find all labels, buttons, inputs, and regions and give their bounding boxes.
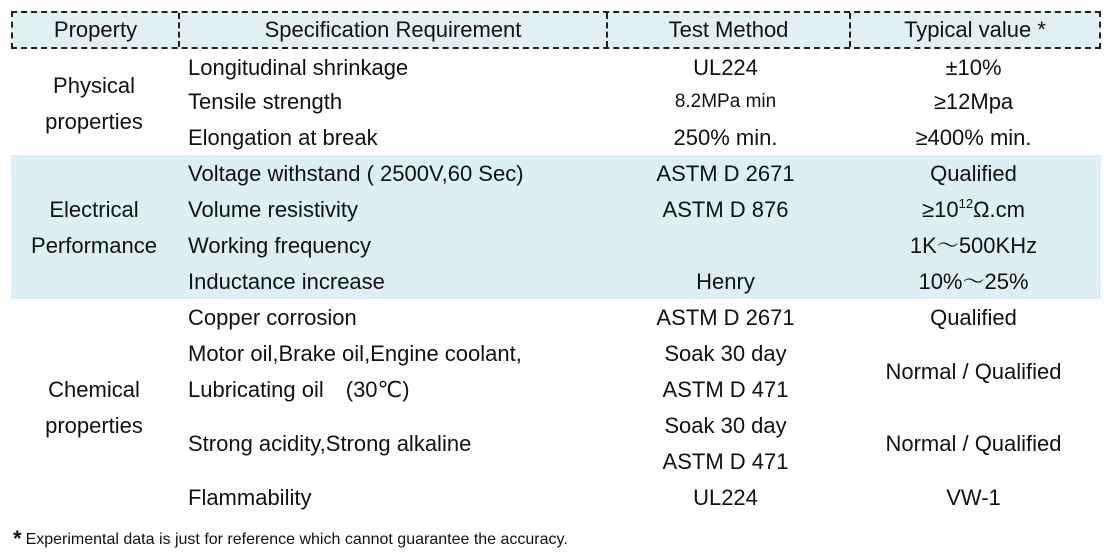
row3-typical: ≥400% min. xyxy=(915,125,1032,150)
row4-spec: Voltage withstand ( 2500V,60 Sec) xyxy=(188,161,524,186)
group-electrical-line1: Electrical xyxy=(49,197,139,222)
row8-spec: Copper corrosion xyxy=(188,305,357,330)
row10-method-line1: Soak 30 day xyxy=(664,413,787,438)
row7-typical: 10%～25% xyxy=(918,269,1029,294)
group-electrical-line2: Performance xyxy=(31,233,157,258)
row11-typical: VW-1 xyxy=(946,485,1001,510)
row7-spec: Inductance increase xyxy=(188,269,385,294)
group-physical-line2: properties xyxy=(45,109,143,134)
row1-typical: ±10% xyxy=(945,55,1002,80)
row5-typical xyxy=(848,192,1099,228)
row5-spec: Volume resistivity xyxy=(188,197,358,222)
row5-method: ASTM D 876 xyxy=(662,197,789,222)
row6-spec: Working frequency xyxy=(188,233,372,258)
row3-method: 250% min. xyxy=(673,125,778,150)
header-spec: Specification Requirement xyxy=(178,13,606,47)
row11-method: UL224 xyxy=(693,485,758,510)
group-chemical-line1: Chemical xyxy=(48,377,140,402)
group-chemical-line2: properties xyxy=(45,413,143,438)
row1-method: UL224 xyxy=(693,55,758,80)
row9-spec-line2: Lubricating oil (30℃) xyxy=(188,377,410,402)
row9-spec-line1: Motor oil,Brake oil,Engine coolant, xyxy=(188,341,522,366)
row11-spec: Flammability xyxy=(188,485,312,510)
row4-method: ASTM D 2671 xyxy=(656,161,795,186)
row10-method-line2: ASTM D 471 xyxy=(662,449,789,474)
header-method: Test Method xyxy=(606,13,849,47)
row8-typical: Qualified xyxy=(930,305,1017,330)
footnote-text: Experimental data is just for reference which cannot guarantee the accuracy. xyxy=(25,531,568,548)
row9-method-line2: ASTM D 471 xyxy=(662,377,789,402)
row7-method: Henry xyxy=(696,269,755,294)
row5-typical-exponent: 12 xyxy=(958,196,974,211)
row5-typical-unit: Ω.cm xyxy=(973,197,1025,222)
footnote xyxy=(13,524,568,550)
row9-typical: Normal / Qualified xyxy=(885,359,1062,384)
table-header xyxy=(11,11,1101,49)
header-property: Property xyxy=(53,17,138,42)
row6-method xyxy=(604,228,847,264)
row1-spec: Longitudinal shrinkage xyxy=(188,55,409,80)
row2-spec: Tensile strength xyxy=(188,89,343,114)
row6-typical: 1K～500KHz xyxy=(909,233,1038,258)
group-physical-line1: Physical xyxy=(53,73,135,98)
row2-method: 8.2MPa min xyxy=(674,91,777,112)
row4-typical: Qualified xyxy=(930,161,1017,186)
row10-spec: Strong acidity,Strong alkaline xyxy=(188,431,472,456)
row10-typical: Normal / Qualified xyxy=(885,431,1062,456)
row5-typical-base: ≥10 xyxy=(922,197,959,222)
row3-spec: Elongation at break xyxy=(188,125,378,150)
footnote-star: * xyxy=(13,526,22,551)
row8-method: ASTM D 2671 xyxy=(656,305,795,330)
header-typical: Typical value * xyxy=(849,13,1099,47)
row9-method-line1: Soak 30 day xyxy=(664,341,787,366)
row2-typical: ≥12Mpa xyxy=(933,89,1014,114)
